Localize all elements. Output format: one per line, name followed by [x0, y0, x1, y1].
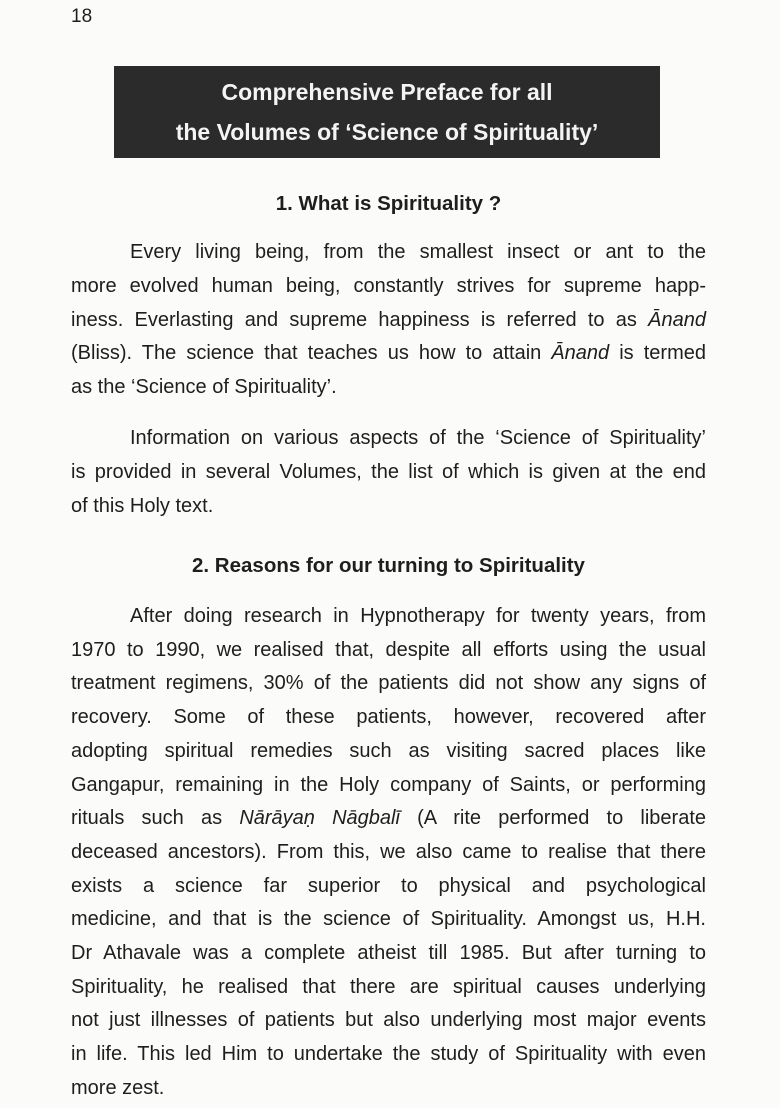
text-line: [71, 704, 706, 730]
text-line: [71, 940, 706, 966]
text-line: [71, 273, 706, 299]
text-segment: more zest.: [71, 1076, 165, 1099]
text-line: [71, 374, 706, 400]
chapter-title-line-2: the Volumes of ‘Science of Spirituality’: [175, 119, 599, 145]
section-heading: 2. Reasons for our turning to Spirituality: [192, 554, 585, 577]
text-line: [71, 805, 706, 831]
text-line: [71, 459, 706, 485]
text-segment: After doing research in Hypnotherapy for twenty years, from: [130, 605, 706, 627]
text-segment: treatment regimens, 30% of the patients did not show any signs of: [71, 672, 706, 695]
text-line: [71, 1075, 706, 1101]
text-segment: in life. This led Him to undertake the study of Spirituality with even: [71, 1043, 706, 1066]
text-segment: Spirituality, he realised that there are spiritual causes underlying: [71, 975, 706, 998]
text-segment: Dr Athavale was a complete atheist till 1985. But after turning to: [71, 942, 706, 964]
text-segment: Gangapur, remaining in the Holy company of Saints, or performing: [71, 773, 706, 796]
text-line: [71, 974, 706, 1000]
text-line: [71, 1007, 706, 1033]
text-segment: Every living being, from the smallest insect or ant to the: [130, 241, 706, 263]
text-segment: exists a science far superior to physical and psychological: [71, 874, 706, 897]
text-line: [71, 738, 706, 764]
chapter-title-line-1: Comprehensive Preface for all: [221, 79, 553, 105]
text-line: [71, 873, 706, 899]
text-segment: deceased ancestors). From this, we also came to realise that there: [71, 840, 706, 863]
text-segment: adopting spiritual remedies such as visiting sacred places like: [71, 739, 706, 762]
text-line: [71, 906, 706, 932]
italic-term: Ānand: [648, 308, 706, 331]
text-segment: (A rite performed to liberate: [399, 807, 707, 830]
text-line: [71, 493, 706, 519]
text-line: [71, 340, 706, 366]
text-segment: is termed: [609, 342, 706, 365]
text-line: [71, 307, 706, 333]
text-line: [71, 772, 706, 798]
text-segment: is provided in several Volumes, the list of which is given at the end: [71, 460, 706, 483]
text-line: [71, 839, 706, 865]
text-line: [130, 425, 706, 451]
text-segment: of this Holy text.: [71, 494, 214, 517]
text-segment: (Bliss). The science that teaches us how to attain: [71, 342, 552, 365]
text-segment: medicine, and that is the science of Spirituality. Amongst us, H.H.: [71, 908, 706, 931]
chapter-title-banner: [114, 66, 660, 158]
text-line: [71, 670, 706, 696]
page-number: 18: [71, 6, 93, 27]
text-segment: not just illnesses of patients but also underlying most major events: [71, 1009, 706, 1032]
text-segment: recovery. Some of these patients, however, recovered after: [71, 706, 706, 729]
italic-term: Ānand: [551, 342, 610, 365]
section-heading: 1. What is Spirituality ?: [275, 192, 502, 215]
text-segment: Information on various aspects of the ‘Science of Spirituality’: [130, 427, 706, 449]
text-segment: 1970 to 1990, we realised that, despite all efforts using the usual: [71, 638, 706, 661]
text-line: [130, 239, 706, 265]
text-segment: iness. Everlasting and supreme happiness is referred to as: [71, 308, 649, 331]
text-segment: as the ‘Science of Spirituality’.: [71, 376, 337, 399]
text-segment: rituals such as: [71, 807, 240, 830]
text-segment: more evolved human being, constantly strives for supreme happ-: [71, 274, 706, 297]
italic-term: Nārāyaṇ Nāgbalī: [239, 807, 400, 830]
text-line: [71, 1041, 706, 1067]
text-line: [71, 637, 706, 663]
text-line: [130, 603, 706, 629]
